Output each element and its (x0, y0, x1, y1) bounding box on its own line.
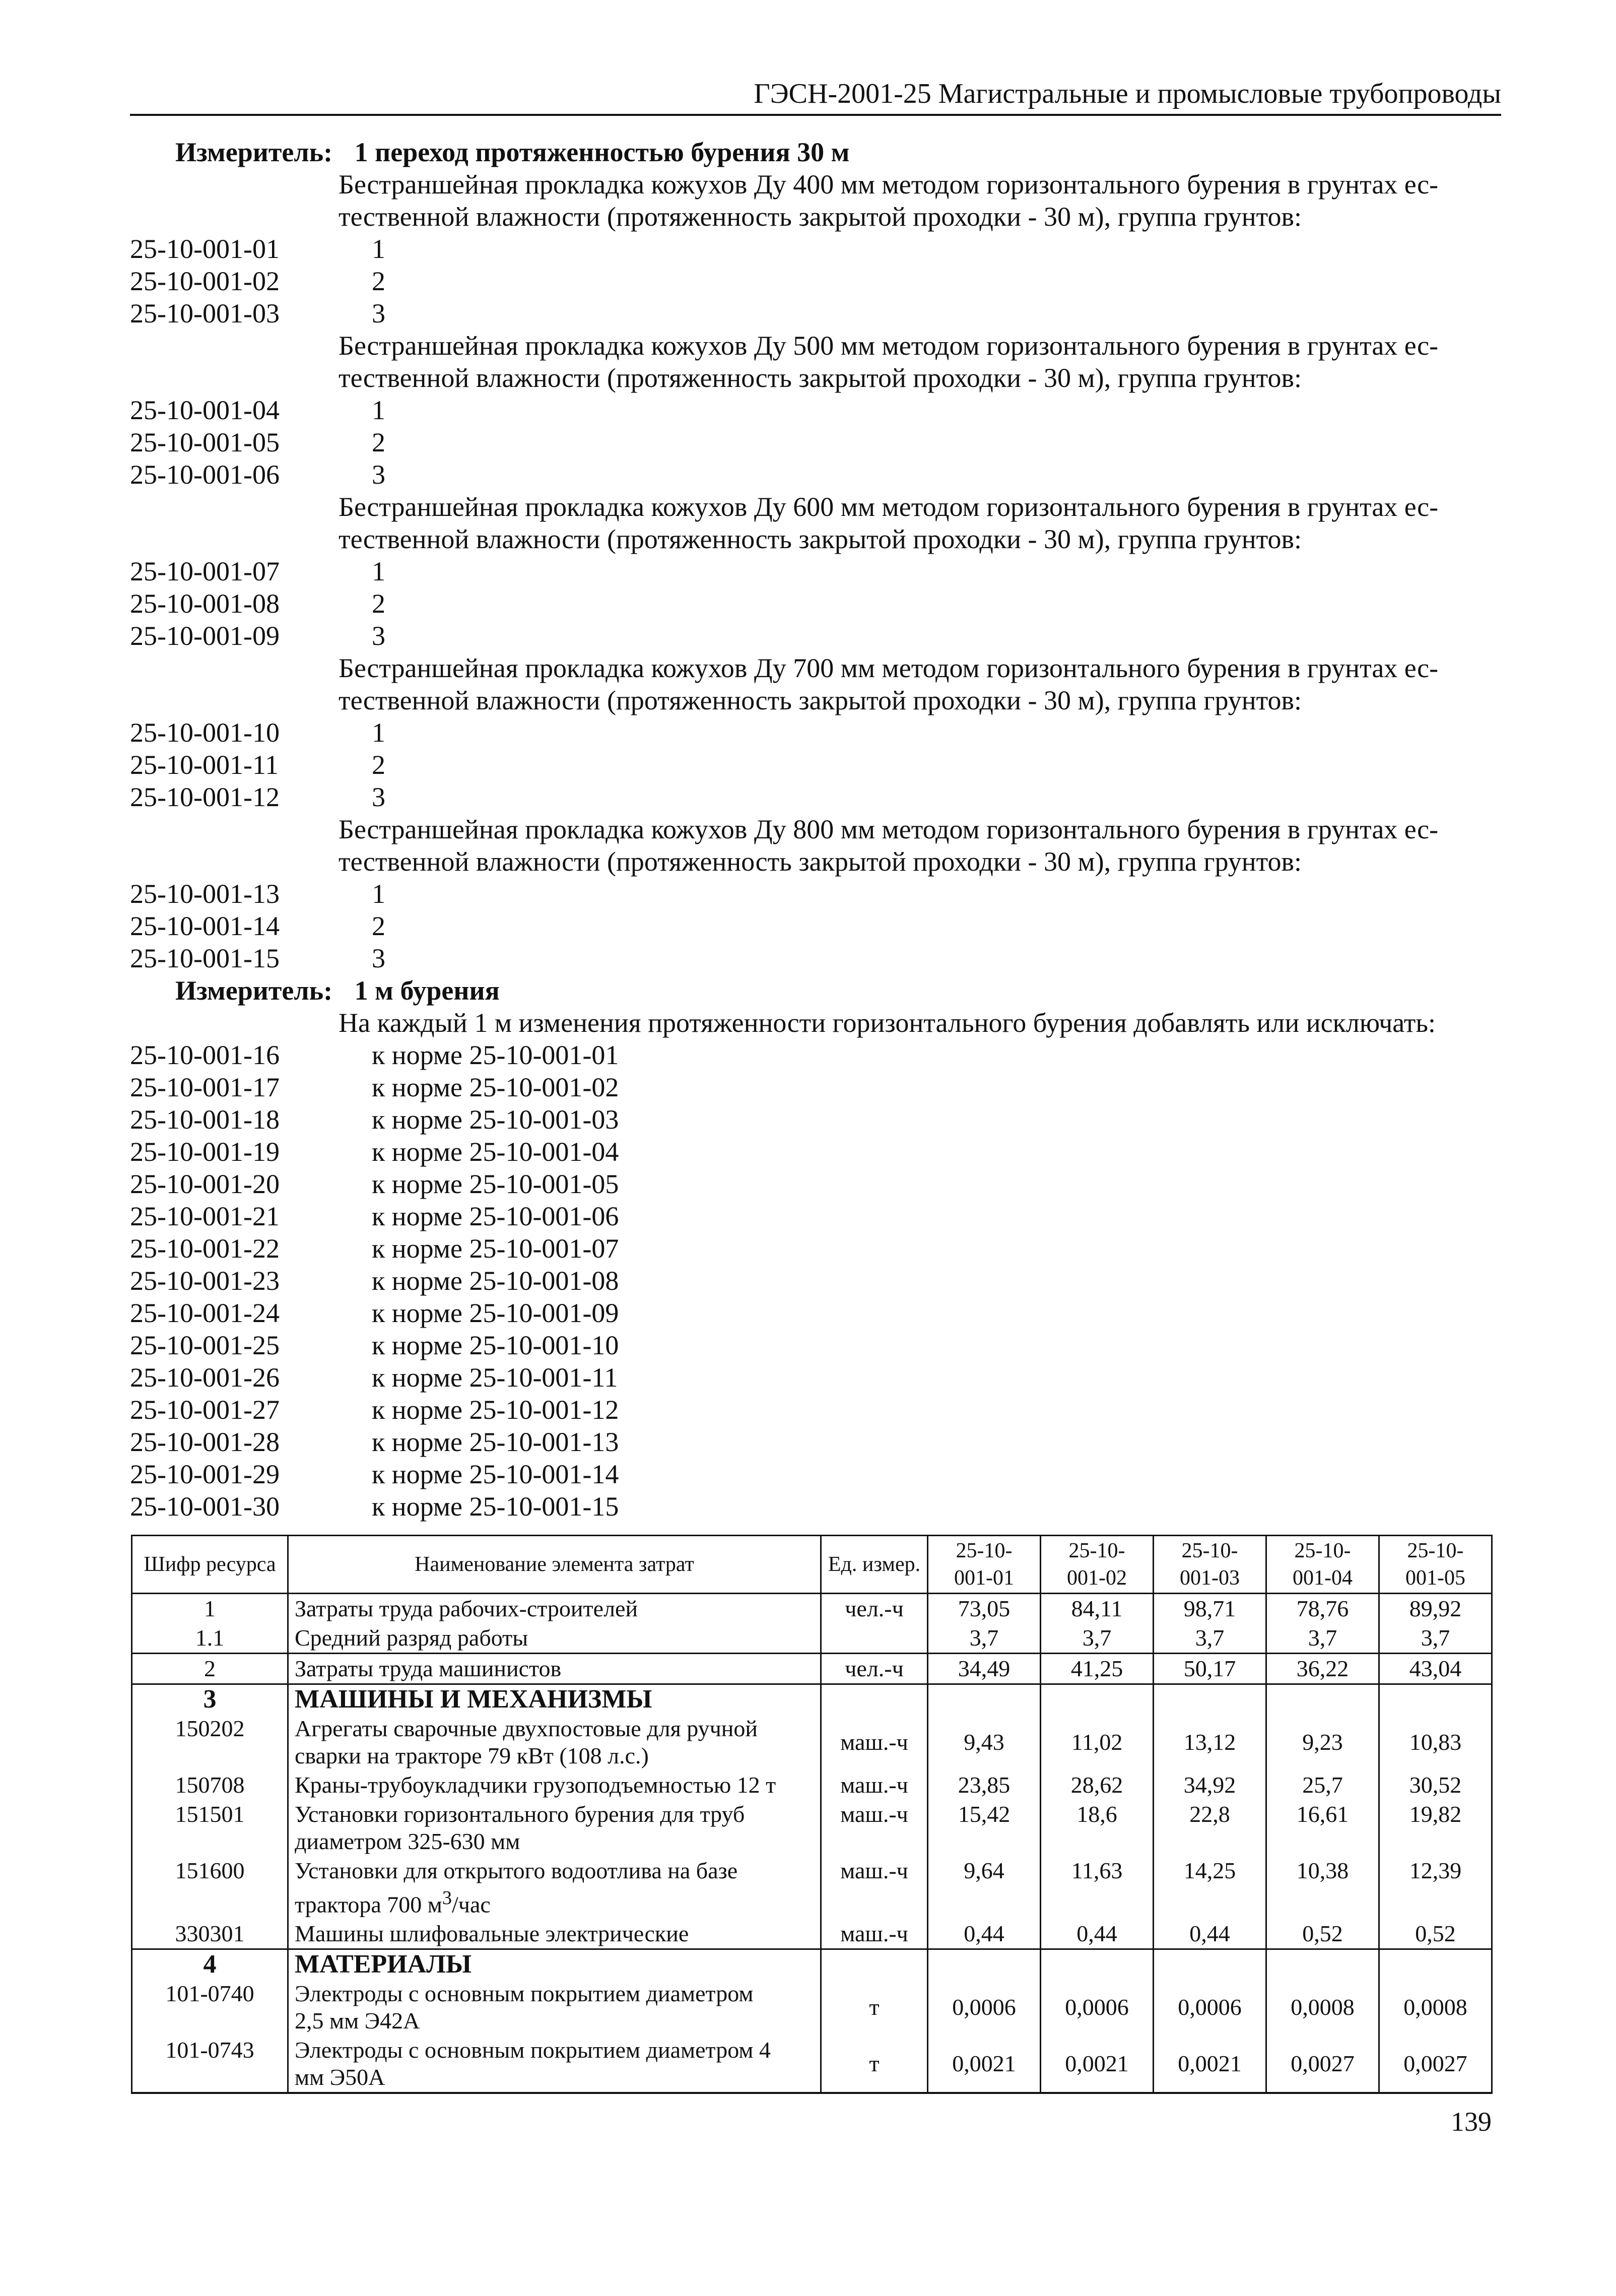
norm-code: 25-10-001-12 (130, 782, 280, 812)
adjust-ref: к норме 25-10-001-02 (372, 1072, 619, 1102)
soil-group: 2 (372, 266, 385, 296)
description-line: Бестраншейная прокладка кожухов Ду 600 мм методом горизонтального бурения в грунтах ес- (339, 492, 1439, 522)
resource-table (131, 1535, 1493, 2094)
adjust-row (130, 1168, 1501, 1200)
cell-unit (821, 1623, 928, 1654)
cell-value: 0,44 (928, 1919, 1041, 1949)
description-line: тественной влажности (протяженность закрытой проходки - 30 м), группа грунтов: (339, 202, 1302, 232)
cell-name: Краны-трубоукладчики грузоподъемностью 12 т (288, 1770, 821, 1800)
cell-code: 3 (132, 1684, 288, 1715)
header-norm-col: 25-10- 001-03 (1154, 1536, 1266, 1594)
table-header-row (132, 1536, 1492, 1594)
table-row (132, 1623, 1492, 1654)
norm-row (130, 716, 1501, 749)
norm-code: 25-10-001-04 (130, 395, 280, 425)
norm-code: 25-10-001-05 (130, 427, 280, 457)
measure-value: 1 м бурения (354, 975, 500, 1006)
norm-code: 25-10-001-07 (130, 556, 280, 586)
cell-value: 10,38 (1266, 1856, 1379, 1919)
cell-value: 78,76 (1266, 1594, 1379, 1624)
adjust-row (130, 1329, 1501, 1361)
adjust-row (130, 1265, 1501, 1297)
soil-group: 1 (372, 556, 385, 586)
cell-value: 13,12 (1154, 1714, 1266, 1770)
cell-value: 12,39 (1379, 1856, 1492, 1919)
cell-value: 9,43 (928, 1714, 1041, 1770)
adjust-ref: к норме 25-10-001-06 (372, 1201, 619, 1231)
cell-code: 101-0743 (132, 2036, 288, 2093)
header-name: Наименование элемента затрат (288, 1536, 821, 1594)
header-code: Шифр ресурса (132, 1536, 288, 1594)
adjust-row (130, 1490, 1501, 1523)
cell-code: 1.1 (132, 1623, 288, 1654)
cell-value: 0,0021 (1154, 2036, 1266, 2093)
group-description (339, 168, 1497, 233)
adjust-row (130, 1297, 1501, 1329)
norm-row (130, 458, 1501, 491)
cell-value: 3,7 (1266, 1623, 1379, 1654)
cell-value: 23,85 (928, 1770, 1041, 1800)
cell-unit: маш.-ч (821, 1800, 928, 1856)
cell-unit: чел.-ч (821, 1654, 928, 1684)
cell-value: 11,63 (1041, 1856, 1154, 1919)
cell-name: Электроды с основным покрытием диаметром 4 мм Э50А (288, 2036, 821, 2093)
norm-row (130, 942, 1501, 974)
cell-value: 25,7 (1266, 1770, 1379, 1800)
cell-value: 73,05 (928, 1594, 1041, 1624)
norm-row (130, 426, 1501, 458)
cell-value: 0,0021 (928, 2036, 1041, 2093)
norm-row (130, 555, 1501, 587)
cell-value: 0,0006 (1154, 1979, 1266, 2036)
cell-value: 3,7 (1379, 1623, 1492, 1654)
cell-value: 18,6 (1041, 1800, 1154, 1856)
adjust-ref: к норме 25-10-001-10 (372, 1330, 619, 1360)
norm-row (130, 910, 1501, 942)
norm-code: 25-10-001-26 (130, 1362, 280, 1393)
cell-name: Затраты труда рабочих-строителей (288, 1594, 821, 1624)
adjust-row (130, 1426, 1501, 1458)
adjust-row (130, 1232, 1501, 1265)
norm-code: 25-10-001-06 (130, 460, 280, 490)
cell-code: 1 (132, 1594, 288, 1624)
adjust-ref: к норме 25-10-001-15 (372, 1491, 619, 1522)
table-section-row (132, 1684, 1492, 1715)
cell-code: 151600 (132, 1856, 288, 1919)
soil-group: 1 (372, 879, 385, 909)
group-description (339, 491, 1497, 555)
norm-code: 25-10-001-25 (130, 1330, 280, 1360)
soil-group: 1 (372, 234, 385, 264)
cell-value: 84,11 (1041, 1594, 1154, 1624)
cell-code: 150708 (132, 1770, 288, 1800)
header-norm-col: 25-10- 001-01 (928, 1536, 1041, 1594)
measure-label: Измеритель: (175, 975, 333, 1006)
header-norm-col: 25-10- 001-04 (1266, 1536, 1379, 1594)
adjust-ref: к норме 25-10-001-08 (372, 1266, 619, 1296)
table-section-row (132, 1949, 1492, 1980)
soil-group: 3 (372, 782, 385, 812)
table-row (132, 1594, 1492, 1624)
soil-group: 2 (372, 588, 385, 619)
cell-value: 9,64 (928, 1856, 1041, 1919)
cell-value: 3,7 (928, 1623, 1041, 1654)
norm-code: 25-10-001-10 (130, 717, 280, 748)
cell-name: Электроды с основным покрытием диаметром 2,5 мм Э42А (288, 1979, 821, 2036)
cell-value: 9,23 (1266, 1714, 1379, 1770)
norm-code: 25-10-001-14 (130, 911, 280, 941)
norm-row (130, 233, 1501, 265)
cell-code: 2 (132, 1654, 288, 1684)
cell-value: 16,61 (1266, 1800, 1379, 1856)
table-row (132, 1919, 1492, 1949)
cell-value: 0,0006 (928, 1979, 1041, 2036)
adjust-ref: к норме 25-10-001-14 (372, 1459, 619, 1489)
norm-code: 25-10-001-19 (130, 1137, 280, 1167)
measure-value: 1 переход протяженностью бурения 30 м (354, 137, 850, 167)
table-row (132, 1770, 1492, 1800)
cell-unit: т (821, 2036, 928, 2093)
adjust-row (130, 1103, 1501, 1136)
table-row (132, 2036, 1492, 2093)
cell-code: 4 (132, 1949, 288, 1980)
measure-line-1 (175, 136, 1501, 168)
norm-code: 25-10-001-24 (130, 1298, 280, 1328)
cell-value: 0,0008 (1379, 1979, 1492, 2036)
soil-group: 3 (372, 621, 385, 651)
cell-value: 15,42 (928, 1800, 1041, 1856)
cell-value: 0,0021 (1041, 2036, 1154, 2093)
table-row (132, 1800, 1492, 1856)
adjust-ref: к норме 25-10-001-12 (372, 1395, 619, 1425)
adjust-row (130, 1200, 1501, 1232)
group-description (339, 813, 1497, 878)
cell-value: 22,8 (1154, 1800, 1266, 1856)
description-line: тественной влажности (протяженность закрытой проходки - 30 м), группа грунтов: (339, 524, 1302, 554)
cell-name: Машины шлифовальные электрические (288, 1919, 821, 1949)
norm-row (130, 620, 1501, 652)
norm-row (130, 749, 1501, 781)
adjust-ref: к норме 25-10-001-03 (372, 1104, 619, 1135)
soil-group: 1 (372, 395, 385, 425)
norm-code: 25-10-001-27 (130, 1395, 280, 1425)
adjust-row (130, 1458, 1501, 1490)
soil-group: 3 (372, 298, 385, 329)
header-norm-col: 25-10- 001-05 (1379, 1536, 1492, 1594)
norm-row (130, 265, 1501, 297)
norm-row (130, 297, 1501, 330)
measure-line-2 (175, 974, 1501, 1007)
cell-name: Средний разряд работы (288, 1623, 821, 1654)
adjust-row (130, 1394, 1501, 1426)
description-line: тественной влажности (протяженность закрытой проходки - 30 м), группа грунтов: (339, 846, 1302, 877)
norm-code: 25-10-001-02 (130, 266, 280, 296)
description-line: Бестраншейная прокладка кожухов Ду 500 мм методом горизонтального бурения в грунтах ес- (339, 331, 1439, 361)
cell-name: Затраты труда машинистов (288, 1654, 821, 1684)
adjust-ref: к норме 25-10-001-04 (372, 1137, 619, 1167)
cell-unit: маш.-ч (821, 1856, 928, 1919)
table-row (132, 1654, 1492, 1684)
cell-unit: чел.-ч (821, 1594, 928, 1624)
cell-value: 36,22 (1266, 1654, 1379, 1684)
description-line: тественной влажности (протяженность закрытой проходки - 30 м), группа грунтов: (339, 685, 1302, 715)
soil-group: 3 (372, 460, 385, 490)
description-line: Бестраншейная прокладка кожухов Ду 700 мм методом горизонтального бурения в грунтах ес- (339, 653, 1439, 683)
cell-value: 34,49 (928, 1654, 1041, 1684)
adjust-ref: к норме 25-10-001-05 (372, 1169, 619, 1199)
soil-group: 2 (372, 750, 385, 780)
cell-value: 0,52 (1266, 1919, 1379, 1949)
cell-value: 34,92 (1154, 1770, 1266, 1800)
cell-name: Установки для открытого водоотлива на базе трактора 700 $м^3$/час (288, 1856, 821, 1919)
adjust-row (130, 1039, 1501, 1071)
cell-value: 89,92 (1379, 1594, 1492, 1624)
norm-code: 25-10-001-23 (130, 1266, 280, 1296)
norm-code: 25-10-001-17 (130, 1072, 280, 1102)
norm-code: 25-10-001-09 (130, 621, 280, 651)
cell-value: 98,71 (1154, 1594, 1266, 1624)
header-unit: Ед. измер. (821, 1536, 928, 1594)
norm-code: 25-10-001-15 (130, 943, 280, 973)
cell-value: 10,83 (1379, 1714, 1492, 1770)
header-norm-col: 25-10- 001-02 (1041, 1536, 1154, 1594)
section-title: МАТЕРИАЛЫ (288, 1949, 821, 1980)
norm-code: 25-10-001-03 (130, 298, 280, 329)
page-number: 139 (1451, 2107, 1492, 2137)
cell-code: 101-0740 (132, 1979, 288, 2036)
adjust-ref: к норме 25-10-001-13 (372, 1427, 619, 1457)
norm-code: 25-10-001-20 (130, 1169, 280, 1199)
page-header: ГЭСН-2001-25 Магистральные и промысловые трубопроводы (130, 76, 1501, 116)
cell-value: 0,0027 (1266, 2036, 1379, 2093)
cell-value: 0,0027 (1379, 2036, 1492, 2093)
adjust-ref: к норме 25-10-001-11 (372, 1362, 618, 1393)
cell-value: 14,25 (1154, 1856, 1266, 1919)
soil-group: 3 (372, 943, 385, 973)
norm-code: 25-10-001-30 (130, 1491, 280, 1522)
cell-value: 28,62 (1041, 1770, 1154, 1800)
norm-code: 25-10-001-28 (130, 1427, 280, 1457)
adjust-ref: к норме 25-10-001-09 (372, 1298, 619, 1328)
cell-value: 19,82 (1379, 1800, 1492, 1856)
cell-value: 41,25 (1041, 1654, 1154, 1684)
cell-value: 0,52 (1379, 1919, 1492, 1949)
group-description (339, 330, 1497, 394)
cell-value: 0,0006 (1041, 1979, 1154, 2036)
norms-list (130, 136, 1501, 1523)
soil-group: 1 (372, 717, 385, 748)
cell-code: 151501 (132, 1800, 288, 1856)
measure-label: Измеритель: (175, 137, 333, 167)
soil-group: 2 (372, 911, 385, 941)
norm-code: 25-10-001-11 (130, 750, 279, 780)
adjust-row (130, 1361, 1501, 1394)
table-row (132, 1856, 1492, 1919)
cell-unit: маш.-ч (821, 1919, 928, 1949)
table-row (132, 1714, 1492, 1770)
norm-code: 25-10-001-21 (130, 1201, 280, 1231)
cell-value: 11,02 (1041, 1714, 1154, 1770)
cell-value: 0,44 (1154, 1919, 1266, 1949)
cell-value: 0,44 (1041, 1919, 1154, 1949)
cell-name: Агрегаты сварочные двухпостовые для ручной сварки на тракторе 79 кВт (108 л.с.) (288, 1714, 821, 1770)
adjust-row (130, 1136, 1501, 1168)
norm-code: 25-10-001-08 (130, 588, 280, 619)
description-line: Бестраншейная прокладка кожухов Ду 400 мм методом горизонтального бурения в грунтах ес- (339, 169, 1439, 200)
cell-code: 330301 (132, 1919, 288, 1949)
norm-row (130, 781, 1501, 813)
soil-group: 2 (372, 427, 385, 457)
group-description (339, 652, 1497, 716)
adjust-ref: к норме 25-10-001-07 (372, 1233, 619, 1264)
cell-unit: маш.-ч (821, 1770, 928, 1800)
norm-code: 25-10-001-13 (130, 879, 280, 909)
norm-code: 25-10-001-16 (130, 1040, 280, 1070)
norm-code: 25-10-001-29 (130, 1459, 280, 1489)
norm-code: 25-10-001-18 (130, 1104, 280, 1135)
norm-row (130, 878, 1501, 910)
norm-row (130, 587, 1501, 620)
cell-value: 50,17 (1154, 1654, 1266, 1684)
cell-code: 150202 (132, 1714, 288, 1770)
norm-row (130, 394, 1501, 426)
cell-unit: маш.-ч (821, 1714, 928, 1770)
description-line: тественной влажности (протяженность закрытой проходки - 30 м), группа грунтов: (339, 363, 1302, 393)
cell-unit: т (821, 1979, 928, 2036)
adjust-row (130, 1071, 1501, 1103)
cell-value: 43,04 (1379, 1654, 1492, 1684)
norm-code: 25-10-001-22 (130, 1233, 280, 1264)
table-row (132, 1979, 1492, 2036)
cell-name: Установки горизонтального бурения для труб диаметром 325-630 мм (288, 1800, 821, 1856)
section-title: МАШИНЫ И МЕХАНИЗМЫ (288, 1684, 821, 1715)
cell-value: 30,52 (1379, 1770, 1492, 1800)
norm-code: 25-10-001-01 (130, 234, 280, 264)
description-line: Бестраншейная прокладка кожухов Ду 800 мм методом горизонтального бурения в грунтах ес- (339, 814, 1439, 844)
cell-value: 3,7 (1154, 1623, 1266, 1654)
cell-value: 0,0008 (1266, 1979, 1379, 2036)
adjust-ref: к норме 25-10-001-01 (372, 1040, 619, 1070)
adjust-description: На каждый 1 м изменения протяженности горизонтального бурения добавлять или исключать: (339, 1008, 1436, 1038)
cell-value: 3,7 (1041, 1623, 1154, 1654)
